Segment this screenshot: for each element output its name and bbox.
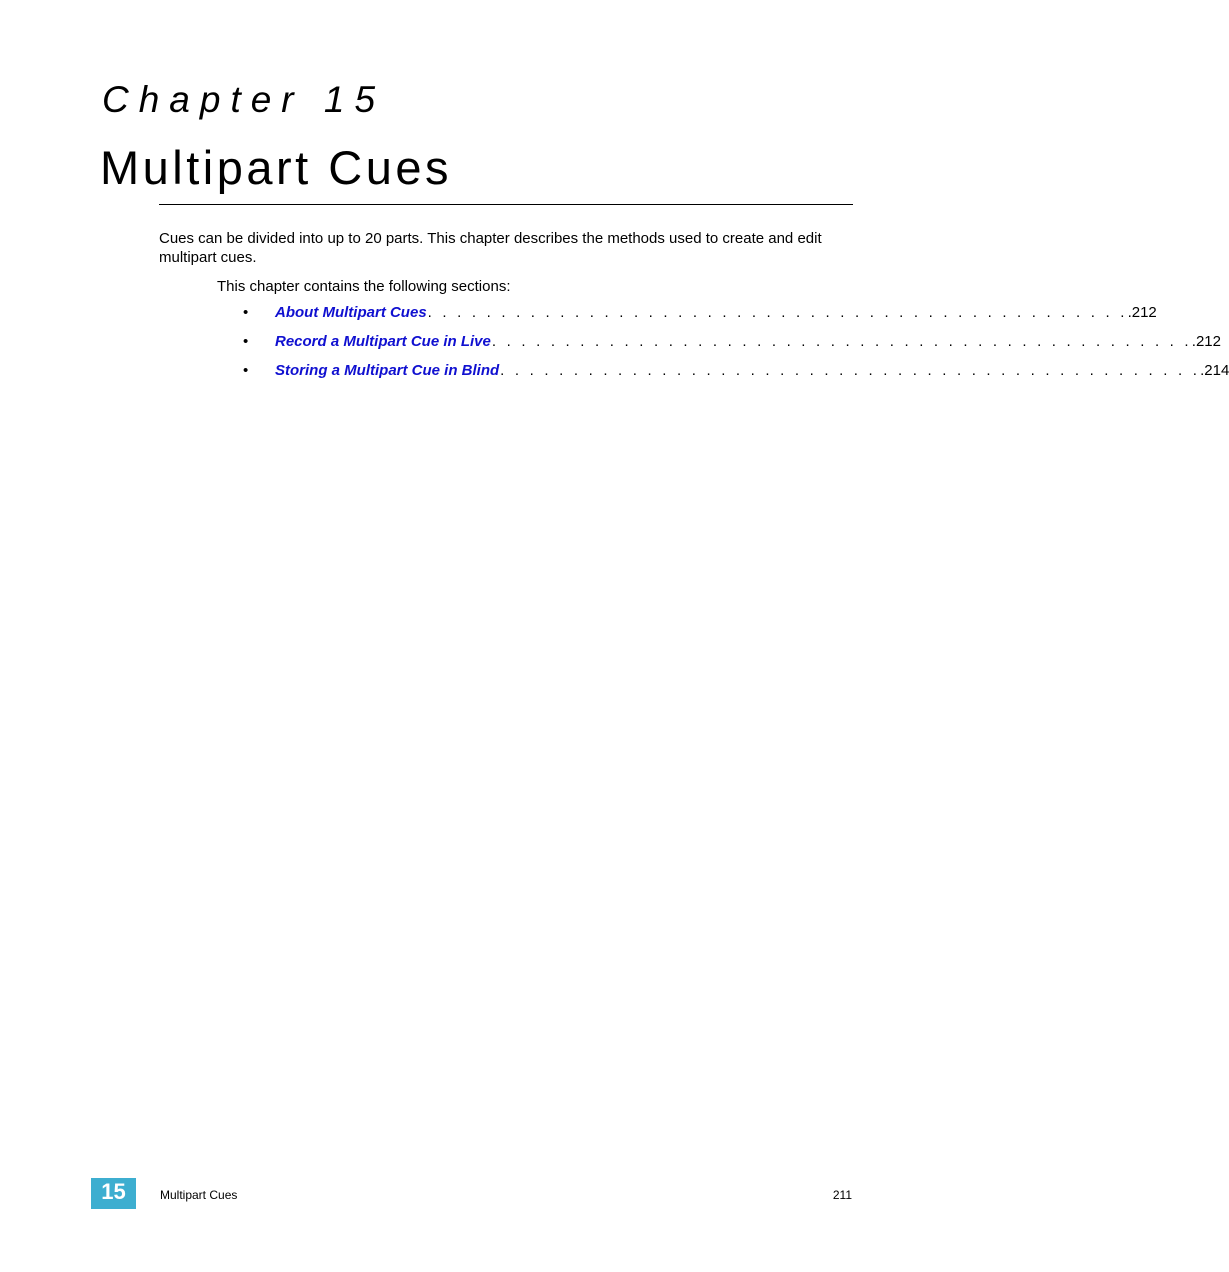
toc-page-number: .212 [1191, 333, 1221, 350]
dot-leader: . . . . . . . . . . . . . . . . . . . . . . . . . . . . . . . . . . . . . . . . . . . . . . . . [491, 333, 1192, 350]
toc-entry [275, 361, 1229, 380]
toc-link-storing-multipart-cue-blind[interactable]: Storing a Multipart Cue in Blind [275, 362, 500, 379]
toc-link-record-multipart-cue-live[interactable]: Record a Multipart Cue in Live [275, 333, 491, 350]
dot-leader: . . . . . . . . . . . . . . . . . . . . . . . . . . . . . . . . . . . . . . . . . . . . . . . . [427, 304, 1128, 321]
chapter-number-tab: 15 [91, 1178, 136, 1209]
toc-item-record-multipart-cue-live [243, 332, 1221, 361]
toc-item-storing-multipart-cue-blind [243, 361, 1229, 390]
title-divider [159, 204, 853, 205]
chapter-label: Chapter 15 [102, 79, 386, 120]
toc-entry [275, 303, 1157, 322]
toc-item-about-multipart-cues [243, 303, 1157, 332]
toc-link-about-multipart-cues[interactable]: About Multipart Cues [275, 304, 427, 321]
sections-lead-text: This chapter contains the following sections: [217, 278, 511, 295]
footer-page-number: 211 [832, 1188, 852, 1202]
section-list [243, 303, 1229, 390]
intro-paragraph: Cues can be divided into up to 20 parts. This chapter describes the methods used to create and edit multipart cues. [159, 230, 822, 266]
toc-page-number: .214 [1200, 362, 1229, 379]
bullet-icon: • [243, 333, 249, 350]
chapter-title: Multipart Cues [100, 141, 452, 194]
bullet-icon: • [243, 362, 249, 379]
dot-leader: . . . . . . . . . . . . . . . . . . . . . . . . . . . . . . . . . . . . . . . . . . . . . . . . [500, 362, 1201, 379]
toc-entry [275, 332, 1221, 351]
footer-section-title: Multipart Cues [160, 1188, 238, 1202]
bullet-icon: • [243, 304, 249, 321]
toc-page-number: .212 [1127, 304, 1157, 321]
